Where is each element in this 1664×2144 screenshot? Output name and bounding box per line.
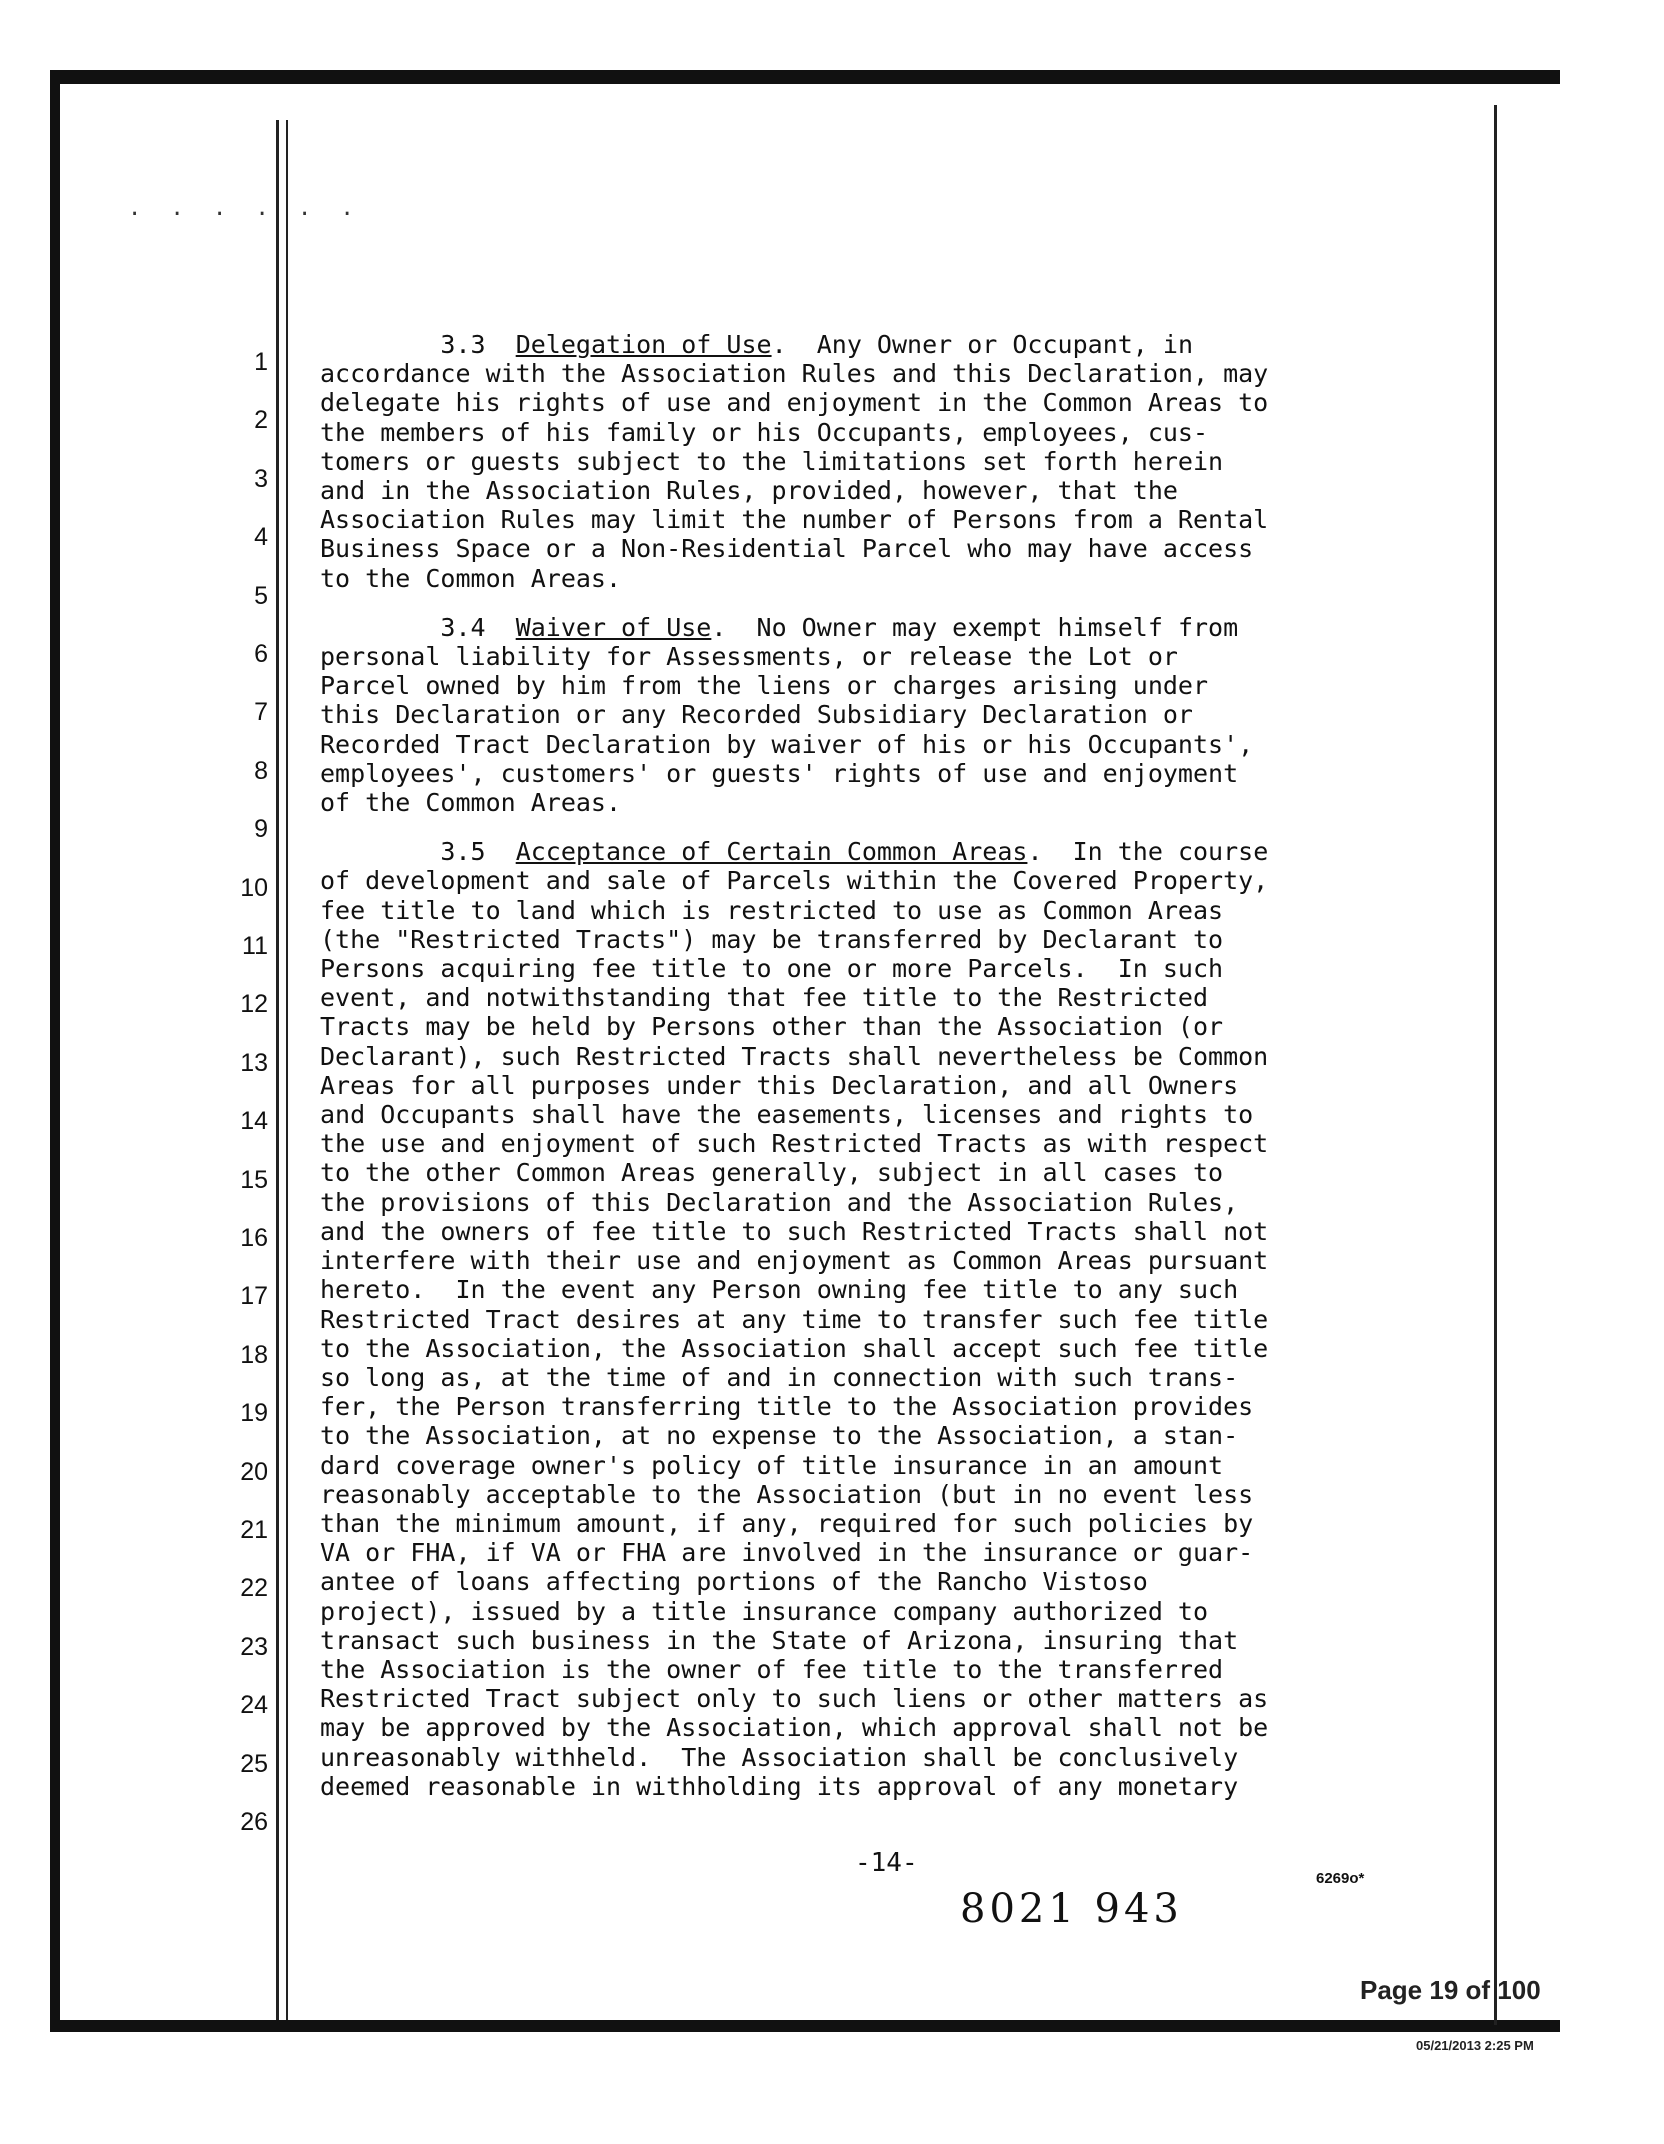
line-number: 17 — [240, 1282, 268, 1311]
section-paragraph — [320, 613, 1480, 817]
text-line: this Declaration or any Recorded Subsidiary Declaration or — [320, 700, 1193, 730]
text-line: and Occupants shall have the easements, licenses and rights to — [320, 1100, 1254, 1130]
line-number: 14 — [240, 1107, 268, 1136]
line-number: 22 — [240, 1574, 268, 1603]
text-line: and in the Association Rules, provided, however, that the — [320, 476, 1178, 506]
section-first-line-text: . No Owner may exempt himself from — [711, 612, 1239, 642]
line-number: 9 — [254, 815, 268, 844]
section-number: 3.5 — [440, 837, 486, 867]
text-line: of development and sale of Parcels within the Covered Property, — [320, 866, 1269, 896]
text-line: to the Common Areas. — [320, 563, 622, 593]
text-line: fee title to land which is restricted to use as Common Areas — [320, 895, 1224, 925]
line-number: 23 — [240, 1632, 268, 1661]
section-paragraph — [320, 837, 1480, 1801]
section-first-line — [320, 330, 1480, 359]
text-line: Restricted Tract desires at any time to transfer such fee title — [320, 1304, 1269, 1334]
print-timestamp: 05/21/2013 2:25 PM — [1416, 2038, 1534, 2053]
indent — [320, 837, 440, 866]
section-first-line — [320, 837, 1480, 866]
line-number: 11 — [242, 932, 268, 960]
gap — [486, 330, 516, 359]
line-number: 19 — [240, 1399, 268, 1428]
text-line: so long as, at the time of and in connection with such trans- — [320, 1362, 1239, 1392]
margin-rule-left — [276, 120, 279, 2020]
text-line: Tracts may be held by Persons other than the Association (or — [320, 1012, 1224, 1042]
text-line: hereto. In the event any Person owning fee title to any such — [320, 1275, 1239, 1305]
section-heading: Acceptance of Certain Common Areas — [515, 837, 1028, 867]
text-line: to the Association, the Association shall accept such fee title — [320, 1333, 1269, 1363]
text-line: the provisions of this Declaration and the Association Rules, — [320, 1187, 1239, 1217]
line-number: 12 — [240, 990, 268, 1019]
line-number: 15 — [240, 1165, 268, 1194]
page-border-bottom — [50, 2020, 1560, 2032]
line-number: 3 — [254, 464, 268, 493]
line-number: 8 — [254, 756, 268, 785]
line-number: 1 — [254, 348, 268, 376]
line-number: 4 — [254, 523, 268, 552]
indent — [320, 330, 440, 359]
section-first-line-text: . In the course — [1027, 837, 1269, 867]
text-line: deemed reasonable in withholding its approval of any monetary — [320, 1771, 1239, 1801]
text-line: project), issued by a title insurance company authorized to — [320, 1596, 1209, 1626]
section-number: 3.3 — [440, 330, 486, 359]
text-line: accordance with the Association Rules and this Declaration, may — [320, 359, 1269, 389]
line-number: 2 — [254, 406, 268, 435]
text-line: Business Space or a Non-Residential Parcel who may have access — [320, 534, 1254, 564]
text-line: tomers or guests subject to the limitations set forth herein — [320, 446, 1224, 476]
page-footer: Page 19 of 100 — [1360, 1975, 1541, 2005]
gap — [486, 837, 516, 866]
section-first-line — [320, 613, 1480, 642]
text-line: than the minimum amount, if any, required for such policies by — [320, 1508, 1254, 1538]
text-line: dard coverage owner's policy of title insurance in an amount — [320, 1450, 1224, 1480]
line-number: 6 — [254, 640, 268, 668]
text-line: (the "Restricted Tracts") may be transferred by Declarant to — [320, 924, 1224, 954]
text-line: the members of his family or his Occupants, employees, cus- — [320, 417, 1209, 447]
line-number: 24 — [240, 1691, 268, 1720]
line-number: 20 — [240, 1457, 268, 1486]
text-line: interfere with their use and enjoyment as Common Areas pursuant — [320, 1246, 1269, 1276]
text-line: to the other Common Areas generally, subject in all cases to — [320, 1158, 1224, 1188]
text-line: and the owners of fee title to such Restricted Tracts shall not — [320, 1216, 1269, 1246]
line-number: 25 — [240, 1749, 268, 1778]
text-line: delegate his rights of use and enjoyment in the Common Areas to — [320, 388, 1269, 418]
section-heading: Waiver of Use — [515, 612, 712, 642]
text-line: to the Association, at no expense to the Association, a stan- — [320, 1421, 1239, 1451]
text-line: employees', customers' or guests' rights of use and enjoyment — [320, 758, 1239, 788]
line-number: 5 — [254, 581, 268, 610]
text-line: fer, the Person transferring title to the Association provides — [320, 1392, 1254, 1422]
margin-specks: . . . . . . — [128, 196, 362, 221]
text-line: personal liability for Assessments, or release the Lot or — [320, 642, 1178, 672]
section-heading: Delegation of Use — [515, 330, 772, 359]
text-line: Restricted Tract subject only to such liens or other matters as — [320, 1684, 1269, 1714]
page-border-left — [50, 70, 60, 2030]
margin-rule-right — [1494, 105, 1497, 2025]
text-line: reasonably acceptable to the Association (but in no event less — [320, 1479, 1254, 1509]
text-line: Association Rules may limit the number of Persons from a Rental — [320, 505, 1269, 535]
text-line: the use and enjoyment of such Restricted Tracts as with respect — [320, 1129, 1269, 1159]
indent — [320, 613, 440, 642]
page-border-top — [50, 70, 1560, 84]
text-line: Recorded Tract Declaration by waiver of his or his Occupants', — [320, 729, 1254, 759]
gap — [486, 613, 516, 642]
margin-rule-left-inner — [286, 120, 288, 2020]
line-number: 10 — [240, 873, 268, 902]
text-line: event, and notwithstanding that fee title to the Restricted — [320, 983, 1209, 1013]
text-line: Areas for all purposes under this Declaration, and all Owners — [320, 1070, 1239, 1100]
section-number: 3.4 — [440, 612, 486, 642]
section-first-line-text: . Any Owner or Occupant, in — [771, 330, 1193, 359]
line-number: 18 — [240, 1340, 268, 1369]
page-number: -14- — [855, 1848, 918, 1878]
line-number: 26 — [240, 1808, 268, 1836]
line-number: 7 — [254, 698, 268, 727]
text-line: unreasonably withheld. The Association shall be conclusively — [320, 1742, 1239, 1772]
document-body — [320, 330, 1480, 1821]
text-line: the Association is the owner of fee title to the transferred — [320, 1654, 1224, 1684]
text-line: Declarant), such Restricted Tracts shall nevertheless be Common — [320, 1041, 1269, 1071]
text-line: of the Common Areas. — [320, 788, 622, 818]
document-code: 6269o* — [1316, 1870, 1365, 1887]
line-number: 13 — [240, 1048, 268, 1077]
text-line: VA or FHA, if VA or FHA are involved in the insurance or guar- — [320, 1538, 1254, 1568]
text-line: may be approved by the Association, which approval shall not be — [320, 1713, 1269, 1743]
text-line: Persons acquiring fee title to one or more Parcels. In such — [320, 954, 1224, 984]
line-number: 21 — [240, 1516, 268, 1544]
line-number: 16 — [240, 1224, 268, 1252]
text-line: transact such business in the State of Arizona, insuring that — [320, 1625, 1239, 1655]
text-line: antee of loans affecting portions of the Rancho Vistoso — [320, 1567, 1148, 1597]
text-line: Parcel owned by him from the liens or charges arising under — [320, 671, 1209, 701]
section-paragraph — [320, 330, 1480, 593]
recording-stamp: 8021 943 — [960, 1886, 1183, 1932]
